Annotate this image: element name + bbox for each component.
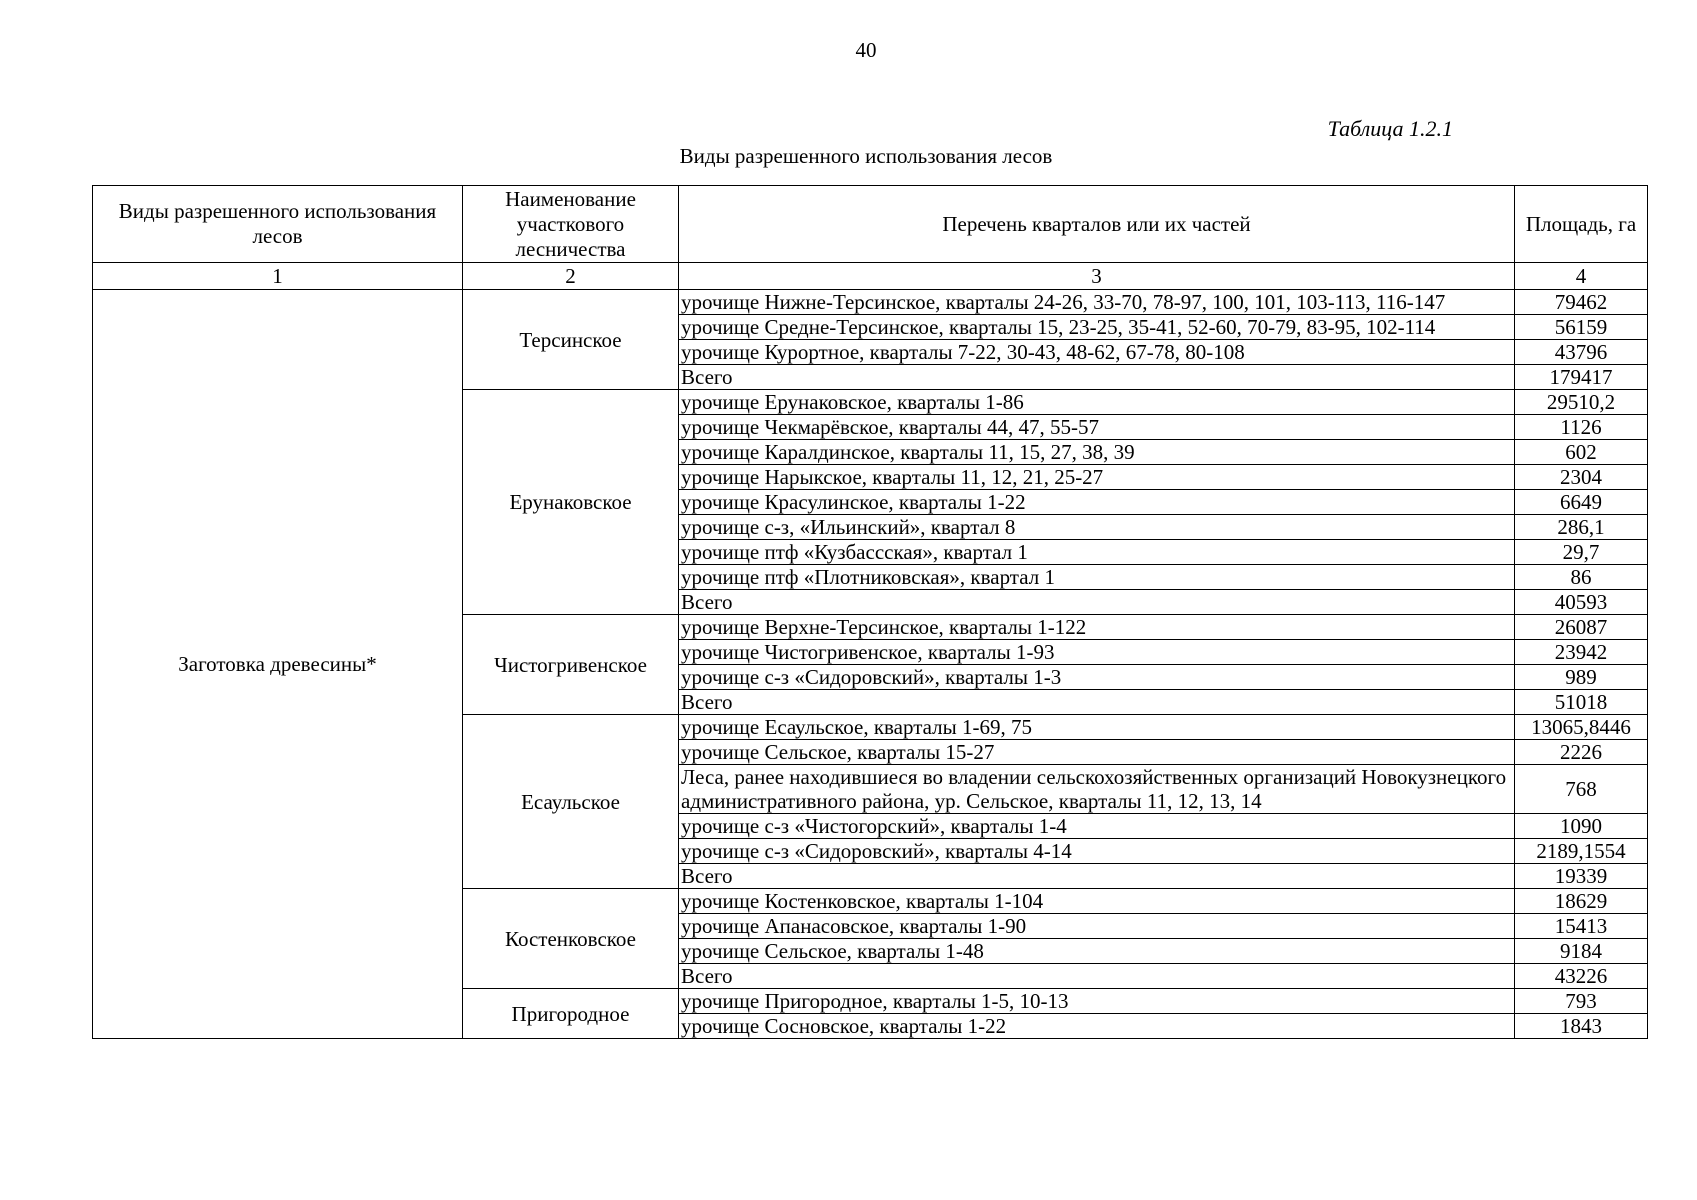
area-cell: 9184 [1515, 939, 1648, 964]
quarters-cell: урочище Чекмарёвское, кварталы 44, 47, 55-57 [679, 415, 1515, 440]
quarters-cell: урочище с-з «Чистогорский», кварталы 1-4 [679, 814, 1515, 839]
column-number: 1 [93, 263, 463, 290]
total-area-cell: 40593 [1515, 590, 1648, 615]
area-cell: 15413 [1515, 914, 1648, 939]
quarters-cell: урочище Есаульское, кварталы 1-69, 75 [679, 715, 1515, 740]
quarters-cell: урочище Сосновское, кварталы 1-22 [679, 1014, 1515, 1039]
area-cell: 2304 [1515, 465, 1648, 490]
usage-type-cell: Заготовка древесины* [93, 290, 463, 1039]
header-forestry: Наименование участкового лесничества [463, 186, 679, 263]
quarters-cell: урочище Нарыкское, кварталы 11, 12, 21, 25-27 [679, 465, 1515, 490]
area-cell: 23942 [1515, 640, 1648, 665]
forest-usage-table [92, 185, 1648, 1039]
area-cell: 29510,2 [1515, 390, 1648, 415]
forestry-name-cell: Пригородное [463, 989, 679, 1039]
area-cell: 6649 [1515, 490, 1648, 515]
area-cell: 79462 [1515, 290, 1648, 315]
quarters-cell: Леса, ранее находившиеся во владении сельскохозяйственных организаций Новокузнецкого административного района, ур. Сельское, кварталы 11, 12, 13, 14 [679, 765, 1515, 814]
table-row [93, 290, 1648, 315]
column-number-row [93, 263, 1648, 290]
total-label-cell: Всего [679, 864, 1515, 889]
column-number: 3 [679, 263, 1515, 290]
header-row [93, 186, 1648, 263]
table-title: Виды разрешенного использования лесов [679, 144, 1053, 168]
area-cell: 2226 [1515, 740, 1648, 765]
quarters-cell: урочище Сельское, кварталы 15-27 [679, 740, 1515, 765]
quarters-cell: урочище Красулинское, кварталы 1-22 [679, 490, 1515, 515]
quarters-cell: урочище с-з «Сидоровский», кварталы 1-3 [679, 665, 1515, 690]
quarters-cell: урочище Каралдинское, кварталы 11, 15, 27, 38, 39 [679, 440, 1515, 465]
forestry-name-cell: Чистогривенское [463, 615, 679, 715]
area-cell: 2189,1554 [1515, 839, 1648, 864]
quarters-cell: урочище Средне-Терсинское, кварталы 15, 23-25, 35-41, 52-60, 70-79, 83-95, 102-114 [679, 315, 1515, 340]
total-area-cell: 179417 [1515, 365, 1648, 390]
forestry-name-cell: Терсинское [463, 290, 679, 390]
column-number: 2 [463, 263, 679, 290]
quarters-cell: урочище Верхне-Терсинское, кварталы 1-122 [679, 615, 1515, 640]
area-cell: 43796 [1515, 340, 1648, 365]
table-body [93, 290, 1648, 1039]
header-quarters: Перечень кварталов или их частей [679, 186, 1515, 263]
column-number: 4 [1515, 263, 1648, 290]
quarters-cell: урочище птф «Кузбассская», квартал 1 [679, 540, 1515, 565]
total-label-cell: Всего [679, 690, 1515, 715]
quarters-cell: урочище с-з «Сидоровский», кварталы 4-14 [679, 839, 1515, 864]
area-cell: 18629 [1515, 889, 1648, 914]
header-area: Площадь, га [1515, 186, 1648, 263]
quarters-cell: урочище Ерунаковское, кварталы 1-86 [679, 390, 1515, 415]
header-usage-type: Виды разрешенного использования лесов [93, 186, 463, 263]
forestry-name-cell: Ерунаковское [463, 390, 679, 615]
area-cell: 56159 [1515, 315, 1648, 340]
forestry-name-cell: Есаульское [463, 715, 679, 889]
table-label: Таблица 1.2.1 [1327, 116, 1453, 141]
quarters-cell: урочище Чистогривенское, кварталы 1-93 [679, 640, 1515, 665]
total-label-cell: Всего [679, 365, 1515, 390]
quarters-cell: урочище с-з, «Ильинский», квартал 8 [679, 515, 1515, 540]
total-label-cell: Всего [679, 590, 1515, 615]
area-cell: 286,1 [1515, 515, 1648, 540]
area-cell: 1126 [1515, 415, 1648, 440]
quarters-cell: урочище Нижне-Терсинское, кварталы 24-26, 33-70, 78-97, 100, 101, 103-113, 116-147 [679, 290, 1515, 315]
page-number: 40 [855, 38, 877, 62]
quarters-cell: урочище Сельское, кварталы 1-48 [679, 939, 1515, 964]
quarters-cell: урочище птф «Плотниковская», квартал 1 [679, 565, 1515, 590]
quarters-cell: урочище Апанасовское, кварталы 1-90 [679, 914, 1515, 939]
area-cell: 768 [1515, 765, 1648, 814]
area-cell: 602 [1515, 440, 1648, 465]
area-cell: 26087 [1515, 615, 1648, 640]
area-cell: 1843 [1515, 1014, 1648, 1039]
area-cell: 86 [1515, 565, 1648, 590]
total-area-cell: 43226 [1515, 964, 1648, 989]
total-label-cell: Всего [679, 964, 1515, 989]
forestry-name-cell: Костенковское [463, 889, 679, 989]
area-cell: 13065,8446 [1515, 715, 1648, 740]
quarters-cell: урочище Курортное, кварталы 7-22, 30-43, 48-62, 67-78, 80-108 [679, 340, 1515, 365]
quarters-cell: урочище Костенковское, кварталы 1-104 [679, 889, 1515, 914]
total-area-cell: 19339 [1515, 864, 1648, 889]
area-cell: 29,7 [1515, 540, 1648, 565]
table-header [93, 186, 1648, 290]
total-area-cell: 51018 [1515, 690, 1648, 715]
area-cell: 793 [1515, 989, 1648, 1014]
area-cell: 1090 [1515, 814, 1648, 839]
area-cell: 989 [1515, 665, 1648, 690]
quarters-cell: урочище Пригородное, кварталы 1-5, 10-13 [679, 989, 1515, 1014]
